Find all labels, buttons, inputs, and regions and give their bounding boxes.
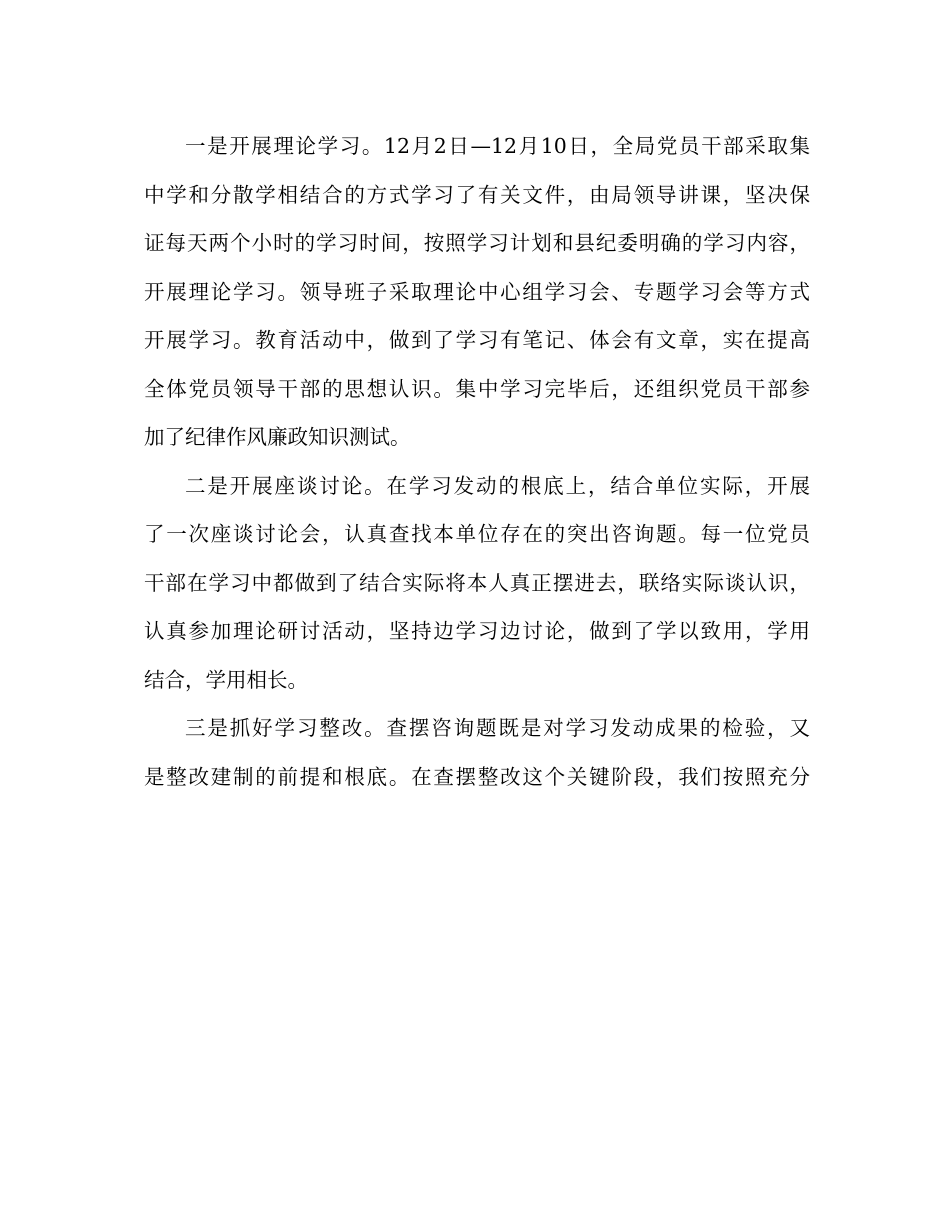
paragraph-discussion: [144, 462, 810, 705]
text-line: 三是抓好学习整改。查摆咨询题既是对学习发动成果的检验，又: [185, 716, 810, 740]
text-line: 全体党员领导干部的思想认识。集中学习完毕后，还组织党员干部参: [144, 376, 810, 401]
text-line: 开展学习。教育活动中，做到了学习有笔记、体会有文章，实在提高: [144, 328, 810, 352]
text-line: 结合，学用相长。: [144, 667, 308, 692]
text-line: 一是开展理论学习。12月2日—12月10日，全局党员干部采取集: [185, 134, 810, 158]
text-line: 证每天两个小时的学习时间，按照学习计划和县纪委明确的学习内容，: [144, 231, 810, 255]
text-line: 二是开展座谈讨论。在学习发动的根底上，结合单位实际，开展: [185, 473, 810, 498]
document-body: [144, 122, 810, 801]
text-line: 干部在学习中都做到了结合实际将本人真正摆进去，联络实际谈认识，: [144, 570, 810, 595]
text-line: 中学和分散学相结合的方式学习了有关文件，由局领导讲课，坚决保: [144, 182, 810, 207]
text-line: 开展理论学习。领导班子采取理论中心组学习会、专题学习会等方式: [144, 279, 810, 304]
paragraph-rectification: [144, 704, 810, 801]
text-line: 了一次座谈讨论会，认真查找本单位存在的突出咨询题。每一位党员: [144, 522, 810, 546]
text-line: 加了纪律作风廉政知识测试。: [144, 425, 411, 449]
text-line: 是整改建制的前提和根底。在查摆整改这个关键阶段，我们按照充分: [144, 764, 810, 789]
text-line: 认真参加理论研讨活动，坚持边学习边讨论，做到了学以致用，学用: [144, 619, 810, 643]
paragraph-theory-study: [144, 122, 810, 462]
